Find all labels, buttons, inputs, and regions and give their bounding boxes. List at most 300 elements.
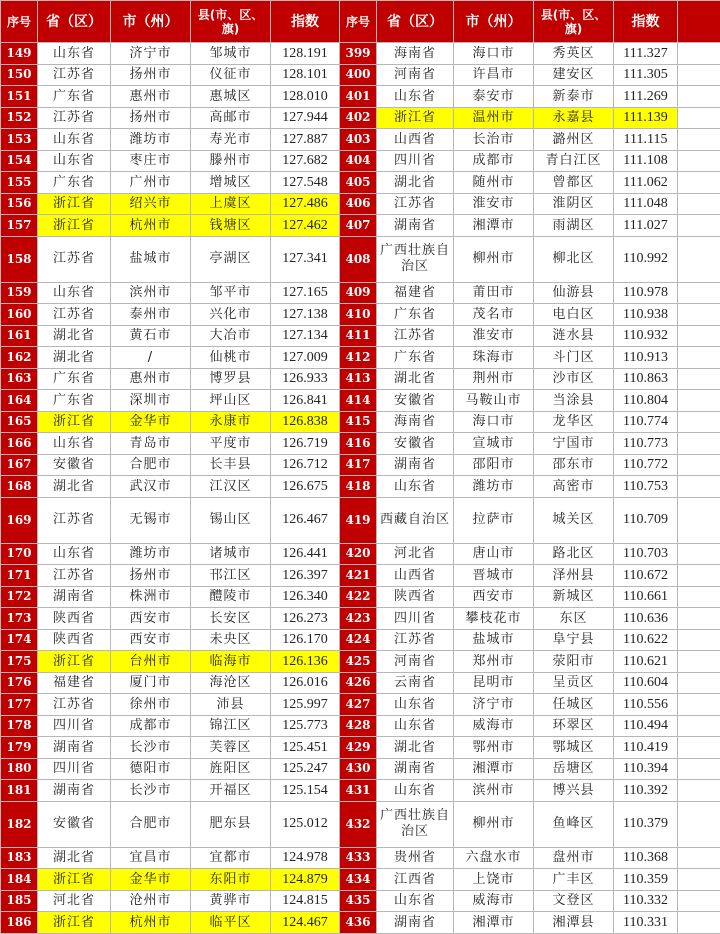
- blank-cell: [678, 497, 720, 543]
- right-province-cell: 安徽省: [377, 433, 454, 455]
- right-province-cell: 山东省: [377, 780, 454, 802]
- table-row: [1, 890, 720, 912]
- blank-cell: [678, 758, 720, 780]
- left-province-cell: 山东省: [38, 43, 111, 65]
- right-city-cell: 茂名市: [454, 304, 534, 326]
- left-city-cell: 武汉市: [111, 476, 191, 498]
- left-city-cell: 合肥市: [111, 801, 191, 847]
- right-seq-cell: 400: [340, 64, 377, 86]
- right-county-cell: 沙市区: [534, 368, 614, 390]
- right-index-cell: 110.556: [614, 694, 678, 716]
- right-county-cell: 曾都区: [534, 172, 614, 194]
- right-city-cell: 湘潭市: [454, 758, 534, 780]
- right-city-cell: 晋城市: [454, 565, 534, 587]
- right-index-cell: 110.932: [614, 325, 678, 347]
- left-city-cell: 合肥市: [111, 454, 191, 476]
- left-city-cell: 长沙市: [111, 780, 191, 802]
- left-county-cell: 高邮市: [191, 107, 271, 129]
- right-seq-cell: 426: [340, 672, 377, 694]
- left-index-cell: 124.467: [271, 912, 340, 934]
- right-city-cell: 郑州市: [454, 651, 534, 673]
- right-seq-cell: 424: [340, 629, 377, 651]
- right-city-cell: 拉萨市: [454, 497, 534, 543]
- left-seq-cell: 156: [1, 193, 38, 215]
- right-index-cell: 111.305: [614, 64, 678, 86]
- left-seq-cell: 173: [1, 608, 38, 630]
- right-seq-cell: 401: [340, 86, 377, 108]
- blank-cell: [678, 304, 720, 326]
- right-province-cell: 河南省: [377, 64, 454, 86]
- header-index-right: 指数: [614, 1, 678, 43]
- right-index-cell: 110.709: [614, 497, 678, 543]
- right-county-cell: 建安区: [534, 64, 614, 86]
- left-province-cell: 山东省: [38, 433, 111, 455]
- right-city-cell: 淮安市: [454, 193, 534, 215]
- right-city-cell: 济宁市: [454, 694, 534, 716]
- left-seq-cell: 155: [1, 172, 38, 194]
- left-index-cell: 126.340: [271, 586, 340, 608]
- left-city-cell: 青岛市: [111, 433, 191, 455]
- right-index-cell: 110.419: [614, 737, 678, 759]
- left-city-cell: /: [111, 347, 191, 369]
- table-row: [1, 325, 720, 347]
- header-index-left: 指数: [271, 1, 340, 43]
- left-province-cell: 湖南省: [38, 586, 111, 608]
- right-county-cell: 柳北区: [534, 236, 614, 282]
- left-seq-cell: 177: [1, 694, 38, 716]
- left-province-cell: 安徽省: [38, 801, 111, 847]
- left-index-cell: 125.451: [271, 737, 340, 759]
- right-seq-cell: 434: [340, 869, 377, 891]
- right-province-cell: 湖南省: [377, 912, 454, 934]
- left-index-cell: 128.191: [271, 43, 340, 65]
- right-seq-cell: 433: [340, 847, 377, 869]
- right-index-cell: 111.139: [614, 107, 678, 129]
- left-seq-cell: 168: [1, 476, 38, 498]
- left-seq-cell: 185: [1, 890, 38, 912]
- right-seq-cell: 417: [340, 454, 377, 476]
- right-seq-cell: 410: [340, 304, 377, 326]
- right-seq-cell: 413: [340, 368, 377, 390]
- left-index-cell: 127.138: [271, 304, 340, 326]
- table-row: [1, 86, 720, 108]
- right-city-cell: 威海市: [454, 715, 534, 737]
- right-index-cell: 110.773: [614, 433, 678, 455]
- left-city-cell: 株洲市: [111, 586, 191, 608]
- left-seq-cell: 184: [1, 869, 38, 891]
- left-city-cell: 扬州市: [111, 565, 191, 587]
- right-province-cell: 江西省: [377, 869, 454, 891]
- left-province-cell: 江苏省: [38, 565, 111, 587]
- left-seq-cell: 157: [1, 215, 38, 237]
- table-row: [1, 629, 720, 651]
- right-seq-cell: 436: [340, 912, 377, 934]
- left-seq-cell: 150: [1, 64, 38, 86]
- right-province-cell: 广东省: [377, 304, 454, 326]
- left-county-cell: 增城区: [191, 172, 271, 194]
- right-province-cell: 湖南省: [377, 758, 454, 780]
- right-index-cell: 111.027: [614, 215, 678, 237]
- right-county-cell: 盘州市: [534, 847, 614, 869]
- right-index-cell: 110.394: [614, 758, 678, 780]
- left-index-cell: 127.486: [271, 193, 340, 215]
- right-province-cell: 山西省: [377, 565, 454, 587]
- left-county-cell: 江汉区: [191, 476, 271, 498]
- left-index-cell: 127.134: [271, 325, 340, 347]
- left-city-cell: 扬州市: [111, 64, 191, 86]
- right-city-cell: 邵阳市: [454, 454, 534, 476]
- blank-cell: [678, 454, 720, 476]
- blank-cell: [678, 86, 720, 108]
- right-province-cell: 海南省: [377, 43, 454, 65]
- left-index-cell: 126.838: [271, 411, 340, 433]
- right-city-cell: 随州市: [454, 172, 534, 194]
- right-province-cell: 江苏省: [377, 193, 454, 215]
- right-county-cell: 斗门区: [534, 347, 614, 369]
- left-province-cell: 江苏省: [38, 107, 111, 129]
- left-city-cell: 无锡市: [111, 497, 191, 543]
- left-seq-cell: 158: [1, 236, 38, 282]
- table-row: [1, 454, 720, 476]
- left-seq-cell: 162: [1, 347, 38, 369]
- left-province-cell: 陕西省: [38, 629, 111, 651]
- right-province-cell: 湖南省: [377, 454, 454, 476]
- right-county-cell: 当涂县: [534, 390, 614, 412]
- left-city-cell: 潍坊市: [111, 129, 191, 151]
- right-index-cell: 110.978: [614, 282, 678, 304]
- left-city-cell: 泰州市: [111, 304, 191, 326]
- header-row: [1, 1, 720, 43]
- right-index-cell: 110.938: [614, 304, 678, 326]
- blank-cell: [678, 694, 720, 716]
- left-province-cell: 湖北省: [38, 325, 111, 347]
- left-seq-cell: 171: [1, 565, 38, 587]
- left-city-cell: 台州市: [111, 651, 191, 673]
- right-seq-cell: 427: [340, 694, 377, 716]
- left-city-cell: 长沙市: [111, 737, 191, 759]
- blank-cell: [678, 129, 720, 151]
- right-county-cell: 秀英区: [534, 43, 614, 65]
- right-province-cell: 河北省: [377, 543, 454, 565]
- table-row: [1, 43, 720, 65]
- left-province-cell: 湖南省: [38, 737, 111, 759]
- left-seq-cell: 169: [1, 497, 38, 543]
- table-row: [1, 608, 720, 630]
- right-county-cell: 呈贡区: [534, 672, 614, 694]
- left-seq-cell: 179: [1, 737, 38, 759]
- blank-cell: [678, 543, 720, 565]
- blank-cell: [678, 325, 720, 347]
- left-county-cell: 钱塘区: [191, 215, 271, 237]
- left-city-cell: 杭州市: [111, 215, 191, 237]
- right-seq-cell: 409: [340, 282, 377, 304]
- left-city-cell: 枣庄市: [111, 150, 191, 172]
- left-seq-cell: 175: [1, 651, 38, 673]
- right-seq-cell: 423: [340, 608, 377, 630]
- right-city-cell: 西安市: [454, 586, 534, 608]
- left-city-cell: 西安市: [111, 629, 191, 651]
- left-province-cell: 浙江省: [38, 651, 111, 673]
- right-seq-cell: 435: [340, 890, 377, 912]
- right-index-cell: 110.863: [614, 368, 678, 390]
- blank-cell: [678, 912, 720, 934]
- table-row: [1, 193, 720, 215]
- right-seq-cell: 428: [340, 715, 377, 737]
- left-index-cell: 126.016: [271, 672, 340, 694]
- table-row: [1, 543, 720, 565]
- right-seq-cell: 399: [340, 43, 377, 65]
- left-index-cell: 126.273: [271, 608, 340, 630]
- right-province-cell: 广西壮族自治区: [377, 236, 454, 282]
- right-county-cell: 淮阴区: [534, 193, 614, 215]
- left-city-cell: 徐州市: [111, 694, 191, 716]
- right-county-cell: 雨湖区: [534, 215, 614, 237]
- right-seq-cell: 429: [340, 737, 377, 759]
- right-province-cell: 四川省: [377, 150, 454, 172]
- left-index-cell: 124.978: [271, 847, 340, 869]
- right-province-cell: 山东省: [377, 890, 454, 912]
- left-seq-cell: 186: [1, 912, 38, 934]
- blank-cell: [678, 236, 720, 282]
- left-county-cell: 未央区: [191, 629, 271, 651]
- right-province-cell: 河南省: [377, 651, 454, 673]
- left-seq-cell: 153: [1, 129, 38, 151]
- right-county-cell: 环翠区: [534, 715, 614, 737]
- blank-cell: [678, 629, 720, 651]
- left-index-cell: 127.682: [271, 150, 340, 172]
- table-row: [1, 433, 720, 455]
- table-row: [1, 869, 720, 891]
- table-row: [1, 129, 720, 151]
- left-seq-cell: 174: [1, 629, 38, 651]
- left-seq-cell: 166: [1, 433, 38, 455]
- blank-cell: [678, 847, 720, 869]
- right-index-cell: 110.379: [614, 801, 678, 847]
- right-city-cell: 潍坊市: [454, 476, 534, 498]
- left-city-cell: 盐城市: [111, 236, 191, 282]
- right-city-cell: 盐城市: [454, 629, 534, 651]
- right-city-cell: 昆明市: [454, 672, 534, 694]
- right-county-cell: 路北区: [534, 543, 614, 565]
- left-county-cell: 诸城市: [191, 543, 271, 565]
- left-province-cell: 湖北省: [38, 347, 111, 369]
- left-province-cell: 江苏省: [38, 304, 111, 326]
- right-seq-cell: 407: [340, 215, 377, 237]
- left-county-cell: 沛县: [191, 694, 271, 716]
- right-index-cell: 111.269: [614, 86, 678, 108]
- left-county-cell: 长丰县: [191, 454, 271, 476]
- right-seq-cell: 412: [340, 347, 377, 369]
- right-index-cell: 110.774: [614, 411, 678, 433]
- left-county-cell: 永康市: [191, 411, 271, 433]
- right-seq-cell: 432: [340, 801, 377, 847]
- right-county-cell: 宁国市: [534, 433, 614, 455]
- header-seq-left: 序号: [1, 1, 38, 43]
- right-city-cell: 成都市: [454, 150, 534, 172]
- left-city-cell: 惠州市: [111, 86, 191, 108]
- left-province-cell: 江苏省: [38, 64, 111, 86]
- right-province-cell: 陕西省: [377, 586, 454, 608]
- right-seq-cell: 415: [340, 411, 377, 433]
- right-province-cell: 山东省: [377, 694, 454, 716]
- right-seq-cell: 431: [340, 780, 377, 802]
- left-index-cell: 125.012: [271, 801, 340, 847]
- right-city-cell: 珠海市: [454, 347, 534, 369]
- right-county-cell: 东区: [534, 608, 614, 630]
- blank-cell: [678, 150, 720, 172]
- left-province-cell: 山东省: [38, 150, 111, 172]
- right-county-cell: 电白区: [534, 304, 614, 326]
- left-city-cell: 金华市: [111, 869, 191, 891]
- table-row: [1, 497, 720, 543]
- table-row: [1, 64, 720, 86]
- right-index-cell: 110.672: [614, 565, 678, 587]
- left-index-cell: 127.009: [271, 347, 340, 369]
- header-city-left: 市（州）: [111, 1, 191, 43]
- right-province-cell: 江苏省: [377, 325, 454, 347]
- left-index-cell: 124.879: [271, 869, 340, 891]
- left-county-cell: 邹平市: [191, 282, 271, 304]
- blank-cell: [678, 801, 720, 847]
- left-county-cell: 邗江区: [191, 565, 271, 587]
- left-county-cell: 临海市: [191, 651, 271, 673]
- left-province-cell: 湖北省: [38, 476, 111, 498]
- right-city-cell: 马鞍山市: [454, 390, 534, 412]
- left-county-cell: 邹城市: [191, 43, 271, 65]
- table-row: [1, 715, 720, 737]
- left-index-cell: 124.815: [271, 890, 340, 912]
- header-seq-right: 序号: [340, 1, 377, 43]
- right-city-cell: 湘潭市: [454, 215, 534, 237]
- left-county-cell: 东阳市: [191, 869, 271, 891]
- right-seq-cell: 408: [340, 236, 377, 282]
- right-city-cell: 柳州市: [454, 801, 534, 847]
- left-province-cell: 安徽省: [38, 454, 111, 476]
- left-city-cell: 杭州市: [111, 912, 191, 934]
- right-province-cell: 江苏省: [377, 629, 454, 651]
- left-seq-cell: 180: [1, 758, 38, 780]
- blank-cell: [678, 390, 720, 412]
- right-city-cell: 淮安市: [454, 325, 534, 347]
- table-row: [1, 651, 720, 673]
- left-city-cell: 金华市: [111, 411, 191, 433]
- left-county-cell: 锦江区: [191, 715, 271, 737]
- blank-cell: [678, 43, 720, 65]
- table-row: [1, 411, 720, 433]
- right-index-cell: 110.621: [614, 651, 678, 673]
- header-province-right: 省（区）: [377, 1, 454, 43]
- left-county-cell: 坪山区: [191, 390, 271, 412]
- right-county-cell: 鄂城区: [534, 737, 614, 759]
- right-city-cell: 威海市: [454, 890, 534, 912]
- right-index-cell: 111.108: [614, 150, 678, 172]
- right-index-cell: 110.368: [614, 847, 678, 869]
- left-province-cell: 四川省: [38, 715, 111, 737]
- header-city-right: 市（州）: [454, 1, 534, 43]
- left-county-cell: 仪征市: [191, 64, 271, 86]
- left-seq-cell: 172: [1, 586, 38, 608]
- blank-cell: [678, 651, 720, 673]
- left-seq-cell: 182: [1, 801, 38, 847]
- right-seq-cell: 420: [340, 543, 377, 565]
- left-city-cell: 绍兴市: [111, 193, 191, 215]
- left-index-cell: 127.887: [271, 129, 340, 151]
- left-county-cell: 长安区: [191, 608, 271, 630]
- left-city-cell: 沧州市: [111, 890, 191, 912]
- right-county-cell: 阜宁县: [534, 629, 614, 651]
- table-row: [1, 694, 720, 716]
- left-city-cell: 成都市: [111, 715, 191, 737]
- left-seq-cell: 160: [1, 304, 38, 326]
- blank-cell: [678, 368, 720, 390]
- left-seq-cell: 167: [1, 454, 38, 476]
- blank-cell: [678, 172, 720, 194]
- right-index-cell: 110.703: [614, 543, 678, 565]
- right-index-cell: 110.622: [614, 629, 678, 651]
- right-county-cell: 仙游县: [534, 282, 614, 304]
- header-blank: [678, 1, 720, 43]
- blank-cell: [678, 215, 720, 237]
- blank-cell: [678, 737, 720, 759]
- left-county-cell: 寿光市: [191, 129, 271, 151]
- right-seq-cell: 402: [340, 107, 377, 129]
- right-city-cell: 海口市: [454, 411, 534, 433]
- left-province-cell: 广东省: [38, 368, 111, 390]
- left-seq-cell: 165: [1, 411, 38, 433]
- left-index-cell: 126.441: [271, 543, 340, 565]
- left-seq-cell: 149: [1, 43, 38, 65]
- left-index-cell: 125.997: [271, 694, 340, 716]
- left-seq-cell: 159: [1, 282, 38, 304]
- left-city-cell: 宜昌市: [111, 847, 191, 869]
- left-index-cell: 127.462: [271, 215, 340, 237]
- right-city-cell: 荆州市: [454, 368, 534, 390]
- right-county-cell: 青白江区: [534, 150, 614, 172]
- left-county-cell: 亭湖区: [191, 236, 271, 282]
- right-province-cell: 湖北省: [377, 368, 454, 390]
- right-index-cell: 110.992: [614, 236, 678, 282]
- blank-cell: [678, 608, 720, 630]
- right-index-cell: 110.636: [614, 608, 678, 630]
- left-seq-cell: 151: [1, 86, 38, 108]
- right-province-cell: 广东省: [377, 347, 454, 369]
- left-index-cell: 126.719: [271, 433, 340, 455]
- blank-cell: [678, 411, 720, 433]
- left-index-cell: 125.154: [271, 780, 340, 802]
- left-city-cell: 黄石市: [111, 325, 191, 347]
- table-row: [1, 912, 720, 934]
- right-seq-cell: 404: [340, 150, 377, 172]
- left-county-cell: 旌阳区: [191, 758, 271, 780]
- right-province-cell: 安徽省: [377, 390, 454, 412]
- right-seq-cell: 419: [340, 497, 377, 543]
- left-seq-cell: 154: [1, 150, 38, 172]
- left-province-cell: 浙江省: [38, 193, 111, 215]
- table-row: [1, 215, 720, 237]
- table-row: [1, 390, 720, 412]
- right-province-cell: 山东省: [377, 476, 454, 498]
- blank-cell: [678, 715, 720, 737]
- left-province-cell: 浙江省: [38, 869, 111, 891]
- table-row: [1, 847, 720, 869]
- table-row: [1, 758, 720, 780]
- right-city-cell: 湘潭市: [454, 912, 534, 934]
- left-index-cell: 125.247: [271, 758, 340, 780]
- header-county-left: 县(市、区、旗): [191, 1, 271, 43]
- left-index-cell: 128.010: [271, 86, 340, 108]
- left-province-cell: 陕西省: [38, 608, 111, 630]
- right-seq-cell: 418: [340, 476, 377, 498]
